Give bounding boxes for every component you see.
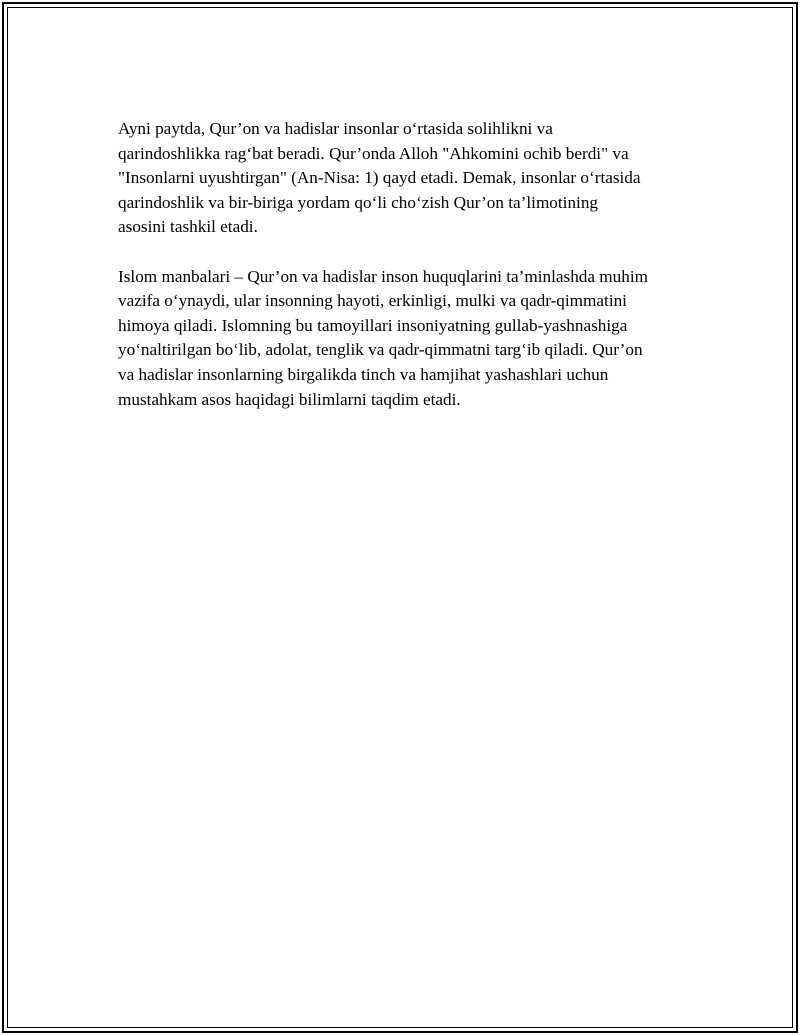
text-line: mustahkam asos haqidagi bilimlarni taqdim etadi. — [118, 389, 461, 409]
text-line: Islom manbalari – Qur’on va hadislar inson huquqlarini ta’minlashda muhim — [118, 266, 649, 286]
paragraph-2 — [118, 265, 698, 413]
text-line: vazifa o‘ynaydi, ular insonning hayoti, erkinligi, mulki va qadr-qimmatini — [118, 291, 627, 311]
text-line: "Insonlarni uyushtirgan" (An-Nisa: 1) qayd etadi. Demak, insonlar o‘rtasida — [118, 168, 641, 188]
document-body — [118, 117, 698, 437]
paragraph-1 — [118, 117, 698, 240]
text-line: asosini tashkil etadi. — [118, 217, 258, 237]
text-line: himoya qiladi. Islomning bu tamoyillari insoniyatning gullab-yashnashiga — [118, 315, 628, 335]
text-line: qarindoshlik va bir-biriga yordam qo‘li cho‘zish Qur’on ta’limotining — [118, 192, 599, 212]
text-line: Ayni paytda, Qur’on va hadislar insonlar o‘rtasida solihlikni va — [118, 119, 553, 138]
text-line: yo‘naltirilgan bo‘lib, adolat, tenglik va qadr-qimmatni targ‘ib qiladi. Qur’on — [118, 340, 643, 360]
text-line: qarindoshlikka rag‘bat beradi. Qur’onda Alloh "Ahkomini ochib berdi" va — [118, 143, 629, 163]
text-line: va hadislar insonlarning birgalikda tinch va hamjihat yashashlari uchun — [118, 364, 609, 384]
